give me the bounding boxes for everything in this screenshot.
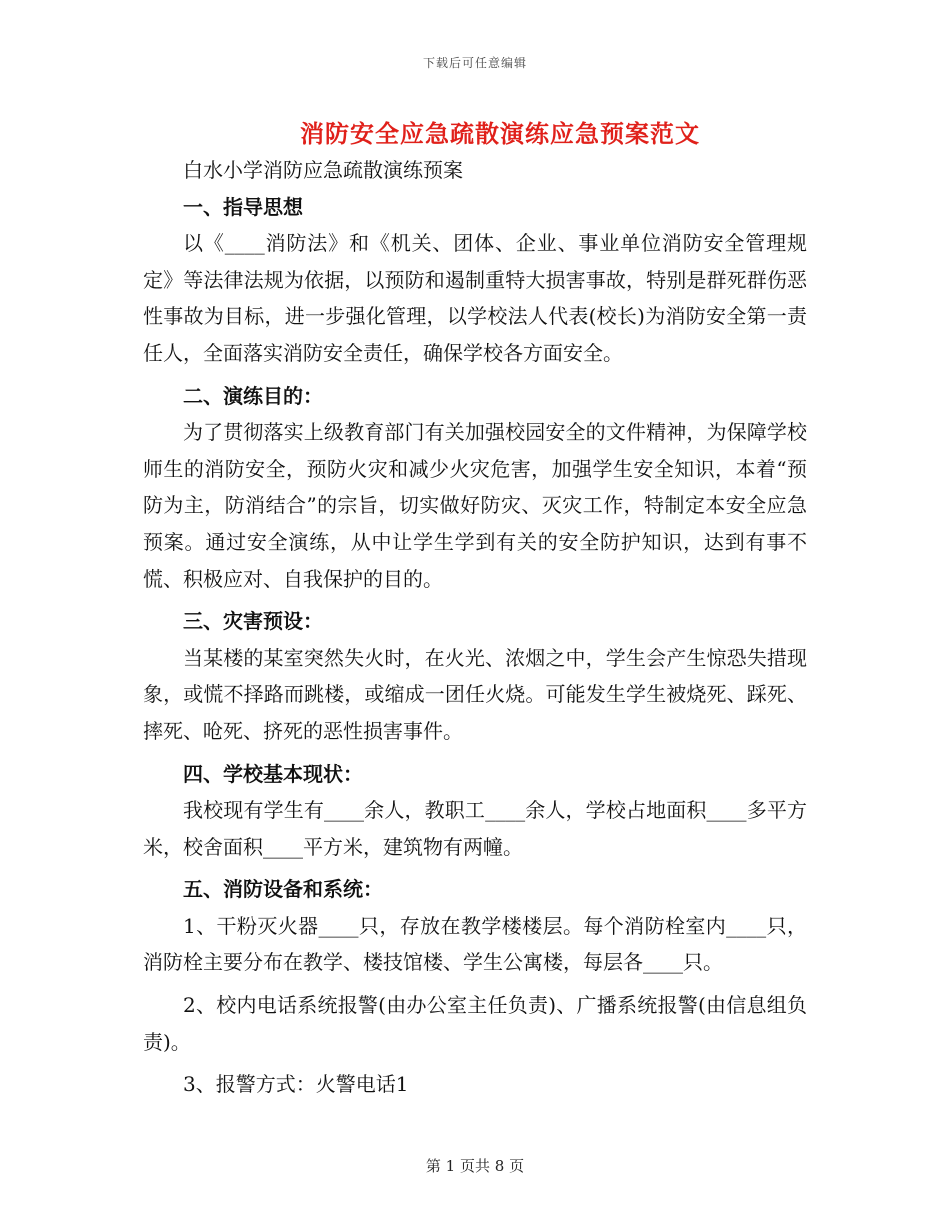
paragraph: 我校现有学生有____余人，教职工____余人，学校占地面积____多平方米，校舍面积____平方米，建筑物有两幢。 — [143, 798, 807, 859]
paragraph: 为了贯彻落实上级教育部门有关加强校园安全的文件精神，为保障学校师生的消防安全，预防火灾和减少火灾危害，加强学生安全知识，本着“预防为主，防消结合”的宗旨，切实做好防灾、灭灾工作，特制定本安全应急预案。通过安全演练，从中让学生学到有关的安全防护知识，达到有事不慌、积极应对、自我保护的目的。 — [143, 420, 807, 591]
header-note: 下载后可任意编辑 — [422, 56, 527, 70]
section-heading: 五、消防设备和系统： — [183, 877, 383, 902]
paragraph: 当某楼的某室突然失火时，在火光、浓烟之中，学生会产生惊恐失措现象，或慌不择路而跳楼，或缩成一团任火烧。可能发生学生被烧死、踩死、摔死、呛死、挤死的恶性损害事件。 — [143, 645, 807, 743]
paragraph: 2、校内电话系统报警(由办公室主任负责)、广播系统报警(由信息组负责)。 — [143, 993, 807, 1054]
paragraph: 3、报警方式：火警电话1 — [183, 1072, 409, 1097]
paragraph: 以《____消防法》和《机关、团体、企业、事业单位消防安全管理规定》等法律法规为依据，以预防和遏制重特大损害事故，特别是群死群伤恶性事故为目标，进一步强化管理，以学校法人代表(校长)为消防安全第一责任人，全面落实消防安全责任，确保学校各方面安全。 — [143, 231, 807, 365]
page-footer: 第 1 页共 8 页 — [425, 1157, 525, 1175]
paragraph: 1、干粉灭火器____只，存放在教学楼楼层。每个消防栓室内____只，消防栓主要分布在教学、楼技馆楼、学生公寓楼，每层各____只。 — [143, 913, 807, 975]
section-heading: 二、演练目的： — [183, 383, 323, 408]
document-body — [143, 152, 807, 1103]
document-title: 消防安全应急疏散演练应急预案范文 — [300, 119, 700, 148]
section-heading: 四、学校基本现状： — [183, 761, 363, 786]
section-heading: 三、灾害预设： — [183, 609, 323, 634]
document-subtitle: 白水小学消防应急疏散演练预案 — [183, 158, 463, 182]
section-heading: 一、指导思想 — [183, 194, 303, 219]
